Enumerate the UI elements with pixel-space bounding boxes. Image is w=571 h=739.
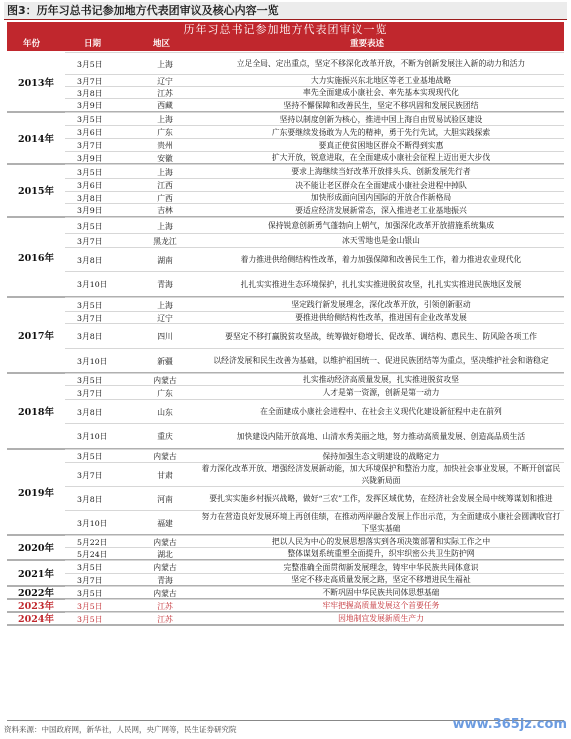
region-cell: 广西 [157, 193, 173, 203]
table-row [65, 178, 564, 192]
table-row [65, 423, 564, 449]
year-group [7, 164, 564, 218]
table-row [65, 164, 564, 179]
table-row [65, 217, 564, 234]
table-row [65, 203, 564, 217]
year-cell: 2020年 [18, 543, 54, 554]
statement-cell: 人才是第一资源，创新是第一动力 [322, 388, 440, 397]
statement-cell: 要求上海继续当好改革开放排头兵、创新发展先行者 [291, 167, 471, 176]
statement-cell: 决不能让老区群众在全面建成小康社会进程中掉队 [295, 180, 467, 190]
date-cell: 3月5日 [77, 115, 103, 124]
year-group [7, 112, 564, 165]
year-cell: 2015年 [18, 186, 54, 197]
date-cell: 3月5日 [77, 59, 103, 69]
statement-cell: 把以人民为中心的发展思想落实到各项决策部署和实际工作之中 [271, 537, 491, 546]
statement-cell: 不断巩固中华民族共同体思想基础 [322, 588, 440, 597]
table-row [65, 399, 564, 424]
date-cell: 3月8日 [77, 255, 103, 265]
table-row [65, 98, 564, 112]
region-cell: 上海 [157, 59, 173, 69]
statement-cell: 率先全面建成小康社会、率先基本实现现代化 [303, 88, 459, 97]
year-group [7, 373, 564, 450]
region-cell: 内蒙古 [153, 563, 177, 572]
date-cell: 3月7日 [77, 76, 103, 86]
region-cell: 广东 [157, 128, 173, 137]
statement-cell: 坚持不懈保障和改善民生，坚定不移巩固和发展民族团结 [283, 100, 479, 110]
year-cell: 2017年 [18, 330, 54, 342]
region-cell: 河南 [157, 494, 173, 504]
table-row [65, 462, 564, 487]
date-cell: 3月5日 [77, 300, 103, 310]
figure-title: 图3：历年习总书记参加地方代表团审议及核心内容一览 [4, 2, 567, 20]
statement-cell: 扎扎实实推进生态环境保护，扎扎实实推进脱贫攻坚，扎扎实实推进民族地区发展 [240, 279, 522, 289]
table-row [65, 573, 564, 586]
date-cell: 3月8日 [77, 88, 103, 98]
statement-cell: 在全面建成小康社会进程中、在社会主义现代化建设新征程中走在前列 [260, 407, 502, 416]
statement-cell: 保持锐意创新勇气蓬勃向上朝气，加强深化改革开放措施系统集成 [267, 221, 495, 230]
date-cell: 3月8日 [77, 494, 103, 504]
region-cell: 黑龙江 [153, 236, 177, 246]
year-group [7, 612, 564, 626]
table-title: 历年习总书记参加地方代表团审议一览 [7, 22, 564, 38]
date-cell: 5月24日 [77, 549, 108, 559]
date-cell: 3月7日 [77, 575, 103, 585]
region-cell: 江西 [157, 181, 173, 190]
region-cell: 湖南 [157, 255, 173, 265]
date-cell: 3月6日 [77, 128, 103, 137]
table-row [65, 385, 564, 400]
table-row [65, 125, 564, 139]
table-row [65, 233, 564, 248]
statement-cell: 扩大开放，锐意进取，在全面建成小康社会征程上迈出更大步伐 [271, 153, 491, 162]
table-row [65, 297, 564, 312]
table-row [65, 449, 564, 463]
statement-cell: 坚持以制度创新为核心，推进中国上海自由贸易试验区建设 [279, 114, 483, 124]
region-cell: 重庆 [157, 432, 173, 441]
statement-cell: 保持加强生态文明建设的战略定力 [322, 451, 440, 461]
statement-cell: 着力深化改革开放、增强经济发展新动能，加大环境保护和整治力度，加快社会事业发展，不断开创富民兴陇新局面 [201, 464, 561, 485]
statement-cell: 坚定不移走高质量发展之路，坚定不移增进民生福祉 [291, 575, 471, 584]
region-cell: 吉林 [157, 206, 173, 215]
region-cell: 上海 [157, 221, 173, 231]
date-cell: 3月8日 [77, 407, 103, 417]
date-cell: 3月8日 [77, 193, 103, 203]
region-cell: 甘肃 [157, 470, 173, 480]
region-cell: 青海 [157, 280, 173, 289]
statement-cell: 广东要继续发扬敢为人先的精神，勇于先行先试，大胆实践探索 [271, 127, 491, 137]
year-group [7, 52, 564, 113]
header-date: 日期 [84, 39, 102, 49]
region-cell: 内蒙古 [153, 588, 177, 598]
date-cell: 3月10日 [77, 518, 108, 528]
statement-cell: 要坚定不移打赢脱贫攻坚战，统筹做好稳增长、促改革、调结构、惠民生、防风险各项工作 [225, 331, 537, 341]
table-row [65, 52, 564, 75]
statement-cell: 牢牢把握高质量发展这个首要任务 [322, 601, 440, 610]
region-cell: 内蒙古 [153, 537, 177, 547]
date-cell: 3月10日 [77, 432, 108, 441]
date-cell: 3月6日 [77, 181, 103, 190]
statement-cell: 要适应经济发展新常态，深入推进老工业基地振兴 [295, 205, 467, 215]
statement-cell: 加快建设内陆开放高地、山清水秀美丽之地，努力推动高质量发展、创造高品质生活 [236, 431, 526, 441]
date-cell: 3月5日 [77, 375, 103, 385]
date-cell: 3月5日 [77, 588, 103, 598]
year-group [7, 217, 564, 298]
year-group [7, 560, 564, 587]
statement-cell: 着力推进供给侧结构性改革，着力加强保障和改善民生工作，着力推进农业现代化 [240, 255, 522, 264]
date-cell: 3月5日 [77, 452, 103, 461]
statement-cell: 要真正使贫困地区群众不断得到实惠 [318, 140, 444, 150]
statement-cell: 要推进供给侧结构性改革，推进国有企业改革发展 [295, 313, 467, 322]
region-cell: 四川 [157, 332, 173, 341]
statement-cell: 完整准确全面贯彻新发展理念，铸牢中华民族共同体意识 [283, 562, 479, 572]
watermark: www.365jz.com [452, 717, 567, 732]
region-cell: 江苏 [157, 601, 173, 611]
date-cell: 3月9日 [77, 206, 103, 215]
table-row [65, 247, 564, 272]
statement-cell: 要扎实实施乡村振兴战略，做好“三农”工作，发挥区域优势，在经济社会发展全局中统筹谋划和推进 [209, 494, 553, 503]
statement-cell: 立足全局、定出重点，坚定不移深化改革开放，不断为创新发展注入新的动力和活力 [236, 59, 526, 68]
source-note: 资料来源：中国政府网，新华社，人民网，央广网等，民生证券研究院 [4, 725, 237, 734]
statement-cell: 整体谋划系统重塑全面提升，织牢织密公共卫生防护网 [287, 549, 475, 558]
region-cell: 山东 [157, 407, 173, 417]
table-row [65, 138, 564, 152]
year-cell: 2024年 [18, 614, 54, 625]
region-cell: 西藏 [157, 101, 173, 110]
region-cell: 新疆 [157, 356, 173, 366]
year-cell: 2022年 [18, 588, 54, 599]
table-row [65, 599, 564, 612]
statement-cell: 扎实推动经济高质量发展，扎实推进脱贫攻坚 [303, 375, 459, 384]
statement-cell: 以经济发展和民生改善为基础，以维护祖国统一、促进民族团结等为重点，坚决维护社会和谐稳定 [213, 356, 549, 365]
year-cell: 2014年 [18, 133, 54, 145]
statement-cell: 冰天雪地也是金山银山 [342, 236, 420, 245]
year-group [7, 449, 564, 536]
region-cell: 辽宁 [157, 76, 173, 86]
year-group [7, 586, 564, 600]
region-cell: 江苏 [157, 88, 173, 98]
table-row [65, 560, 564, 574]
date-cell: 3月5日 [77, 601, 103, 611]
date-cell: 3月5日 [77, 221, 103, 231]
date-cell: 3月7日 [77, 470, 103, 480]
region-cell: 内蒙古 [153, 375, 177, 385]
table-row [65, 612, 564, 625]
region-cell: 辽宁 [157, 313, 173, 323]
date-cell: 3月7日 [77, 388, 103, 398]
date-cell: 3月10日 [77, 356, 108, 366]
statement-cell: 努力在营造良好发展环境上再创佳绩，在推动两岸融合发展上作出示范，为全面建成小康社会圆满收官打下坚实基础 [201, 512, 561, 533]
region-cell: 江苏 [157, 614, 173, 624]
table-row [65, 151, 564, 164]
date-cell: 5月22日 [77, 537, 108, 547]
date-cell: 3月5日 [77, 167, 103, 177]
region-cell: 贵州 [157, 141, 173, 150]
statement-cell: 加快形成面向国内国际的开放合作新格局 [310, 193, 452, 202]
year-group [7, 599, 564, 613]
year-cell: 2023年 [18, 601, 54, 612]
region-cell: 上海 [157, 300, 173, 310]
date-cell: 3月7日 [77, 141, 103, 150]
statement-cell: 大力实施振兴东北地区等老工业基地战略 [310, 76, 452, 85]
date-cell: 3月9日 [77, 153, 103, 163]
header-region: 地区 [153, 39, 171, 49]
date-cell: 3月7日 [77, 236, 103, 246]
table-row [65, 348, 564, 373]
year-group [7, 297, 564, 374]
year-cell: 2016年 [18, 252, 54, 264]
table-row [65, 323, 564, 349]
header-year: 年份 [23, 39, 41, 49]
table-row [65, 510, 564, 535]
table-row [65, 586, 564, 599]
region-cell: 青海 [157, 575, 173, 585]
year-group [7, 535, 564, 561]
region-cell: 广东 [157, 388, 173, 398]
date-cell: 3月9日 [77, 101, 103, 110]
table-row [65, 271, 564, 297]
statement-cell: 坚定践行新发展理念，深化改革开放，引领创新驱动 [291, 300, 471, 309]
date-cell: 3月8日 [77, 332, 103, 341]
region-cell: 上海 [157, 115, 173, 124]
year-cell: 2013年 [18, 77, 54, 89]
region-cell: 福建 [157, 518, 173, 528]
region-cell: 湖北 [157, 549, 173, 559]
year-cell: 2021年 [18, 568, 54, 580]
table-header [7, 38, 564, 51]
date-cell: 3月10日 [77, 280, 108, 289]
date-cell: 3月5日 [77, 614, 103, 624]
region-cell: 上海 [157, 167, 173, 177]
statement-cell: 因地制宜发展新质生产力 [338, 614, 424, 623]
year-cell: 2019年 [18, 487, 54, 499]
year-cell: 2018年 [18, 406, 54, 418]
table-row [65, 547, 564, 560]
date-cell: 3月7日 [77, 313, 103, 323]
header-key-statement: 重要表述 [350, 39, 385, 49]
region-cell: 安徽 [157, 153, 173, 163]
region-cell: 内蒙古 [153, 452, 177, 461]
date-cell: 3月5日 [77, 563, 103, 572]
table-row [65, 112, 564, 126]
table-row [65, 486, 564, 511]
